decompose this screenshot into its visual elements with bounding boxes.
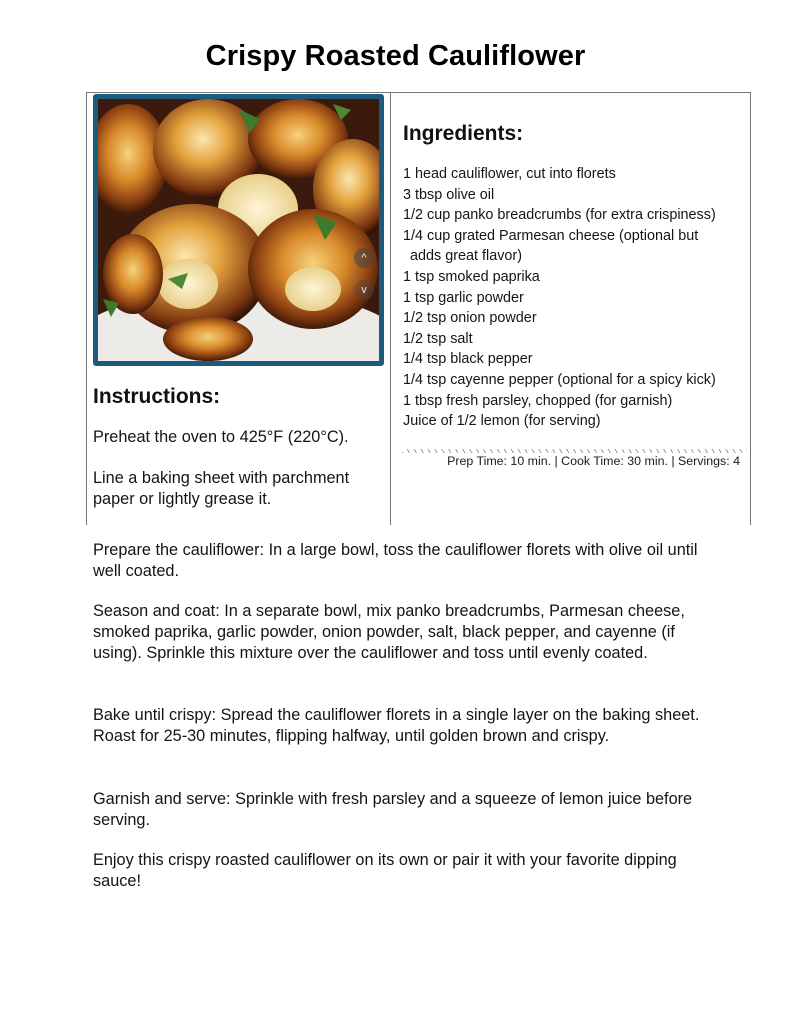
ingredient-item: 1 tsp garlic powder (403, 289, 524, 306)
layout-border-left (86, 92, 87, 525)
ingredient-item: 1 head cauliflower, cut into florets (403, 166, 616, 182)
instruction-step: Season and coat: In a separate bowl, mix panko breadcrumbs, Parmesan cheese, smoked paprika, garlic powder, onion powder, salt, black pepper, and cayenne (if using). Sprinkle this mixture over the cauliflower and toss until evenly coated. (93, 602, 685, 662)
ingredient-item: 1/2 tsp salt (403, 330, 473, 347)
carousel-up-button[interactable] (354, 248, 374, 268)
layout-border-top (86, 92, 751, 93)
ingredient-list (403, 164, 716, 432)
instruction-step: Preheat the oven to 425°F (220°C). (93, 428, 349, 446)
ingredient-item: 3 tbsp olive oil (403, 186, 495, 203)
dotted-divider (402, 449, 747, 453)
ingredient-item: 1/4 tsp cayenne pepper (optional for a spicy kick) (403, 371, 716, 388)
ingredient-item: 1/4 tsp black pepper (403, 351, 533, 368)
instruction-step: Bake until crispy: Spread the cauliflower florets in a single layer on the baking sheet. Roast for 25-30 minutes, flipping halfway, until golden brown and crispy. (93, 706, 700, 745)
cauliflower-photo-illustration (98, 99, 379, 361)
instruction-step: Line a baking sheet with parchment paper or lightly grease it. (93, 469, 350, 508)
ingredient-item: 1 tbsp fresh parsley, chopped (for garnish) (403, 392, 673, 409)
instruction-step: Garnish and serve: Sprinkle with fresh parsley and a squeeze of lemon juice before serving. (93, 790, 693, 829)
recipe-photo (93, 94, 384, 366)
instruction-step: Enjoy this crispy roasted cauliflower on its own or pair it with your favorite dipping sauce! (93, 851, 677, 890)
ingredient-item-continued: adds great flavor) (410, 248, 522, 265)
ingredient-item: 1/2 tsp onion powder (403, 310, 537, 327)
recipe-meta: Prep Time: 10 min. | Cook Time: 30 min. | Servings: 4 (447, 454, 740, 468)
instructions-heading: Instructions: (93, 385, 221, 408)
carousel-down-button[interactable] (354, 280, 374, 300)
chevron-down-icon: v (361, 284, 367, 296)
ingredient-item: 1/4 cup grated Parmesan cheese (optional but (403, 227, 699, 244)
ingredients-heading: Ingredients: (403, 122, 524, 145)
ingredient-item: Juice of 1/2 lemon (for serving) (403, 413, 601, 430)
chevron-up-icon: ^ (361, 252, 367, 264)
layout-border-right (750, 92, 751, 525)
ingredient-item: 1/2 cup panko breadcrumbs (for extra crispiness) (403, 207, 716, 224)
instruction-step: Prepare the cauliflower: In a large bowl, toss the cauliflower florets with olive oil until well coated. (93, 541, 698, 580)
ingredient-item: 1 tsp smoked paprika (403, 268, 540, 285)
page-title: Crispy Roasted Cauliflower (205, 40, 586, 72)
